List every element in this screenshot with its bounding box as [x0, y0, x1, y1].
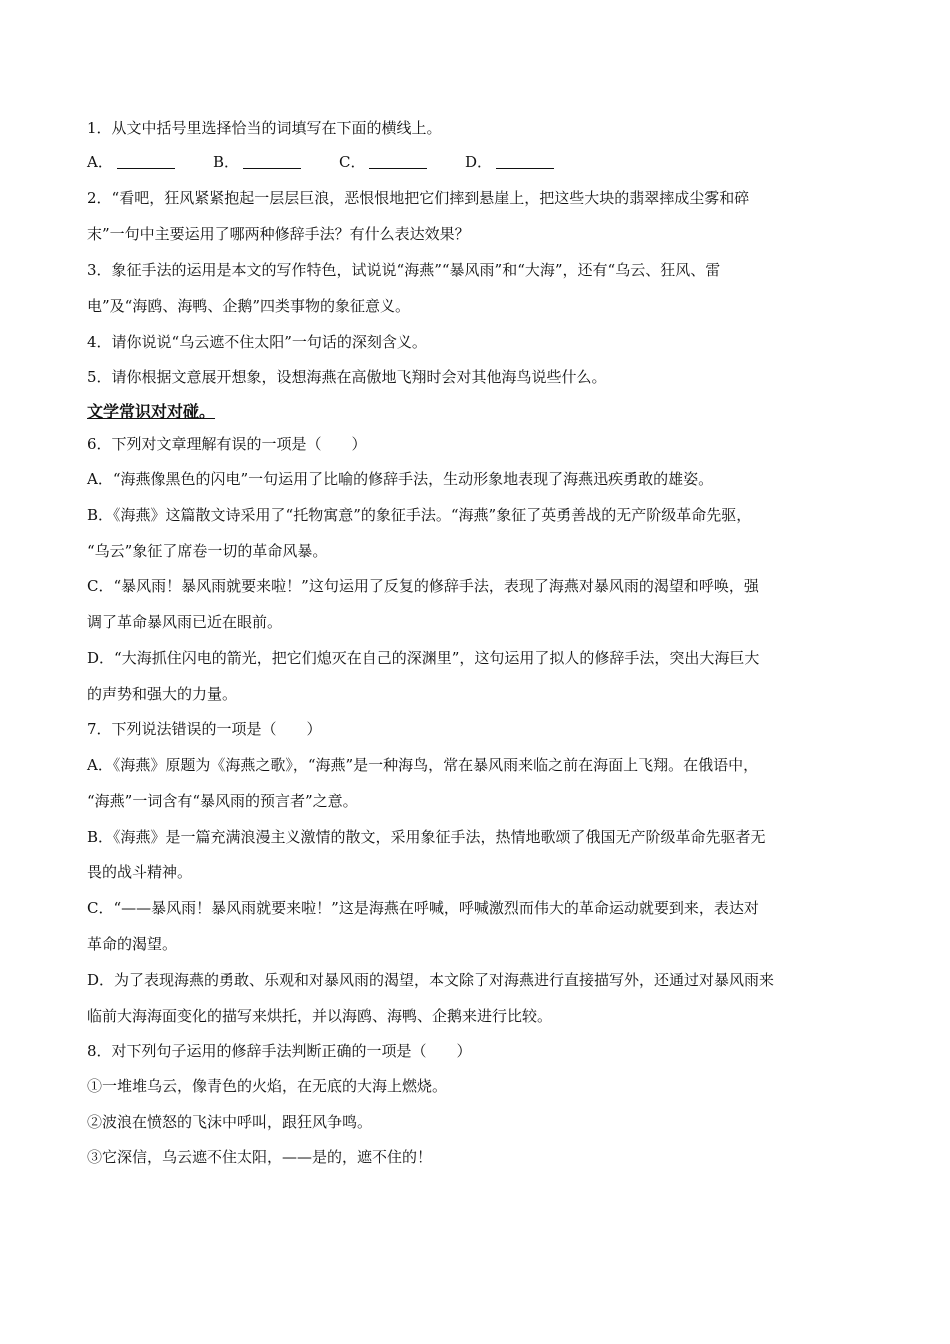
blank-line-b: [243, 154, 301, 169]
blank-d[interactable]: D．: [465, 152, 591, 172]
question-7-stem: 7．下列说法错误的一项是（ ）: [87, 720, 322, 738]
question-3-line-1: 3．象征手法的运用是本文的写作特色，试说说“海燕”“暴风雨”和“大海”，还有“乌云、狂风、雷: [87, 261, 721, 279]
question-1: 1．从文中括号里选择恰当的词填写在下面的横线上。: [87, 119, 442, 137]
question-2-line-1: 2．“看吧，狂风紧紧抱起一层层巨浪，恶恨恨地把它们摔到悬崖上，把这些大块的翡翠摔成尘雾和碎: [87, 189, 750, 207]
question-7-option-d-line-2: 临前大海海面变化的描写来烘托，并以海鸥、海鸭、企鹅来进行比较。: [87, 1007, 553, 1025]
question-6-option-a: A．“海燕像黑色的闪电”一句运用了比喻的修辞手法，生动形象地表现了海燕迅疾勇敢的雄姿。: [87, 470, 714, 488]
blank-line-a: [117, 154, 175, 169]
question-6-stem: 6．下列对文章理解有误的一项是（ ）: [87, 435, 367, 453]
question-4: 4．请你说说“乌云遮不住太阳”一句话的深刻含义。: [87, 333, 427, 351]
fill-blanks-row: [87, 152, 591, 172]
question-7-option-a-line-2: “海燕”一词含有“暴风雨的预言者”之意。: [87, 792, 358, 810]
blank-line-d: [496, 154, 554, 169]
question-5: 5．请你根据文意展开想象，设想海燕在高傲地飞翔时会对其他海鸟说些什么。: [87, 368, 607, 386]
question-7-option-b-line-1: B．《海燕》是一篇充满浪漫主义激情的散文，采用象征手法，热情地歌颂了俄国无产阶级革命先驱者无: [87, 828, 766, 846]
question-8-sentence-3: ③它深信，乌云遮不住太阳，——是的，遮不住的！: [87, 1148, 433, 1166]
question-6-option-b-line-2: “乌云”象征了席卷一切的革命风暴。: [87, 542, 328, 560]
question-7-option-c-line-2: 革命的渴望。: [87, 935, 178, 953]
question-7-option-b-line-2: 畏的战斗精神。: [87, 863, 193, 881]
question-7-option-a-line-1: A．《海燕》原题为《海燕之歌》，“海燕”是一种海鸟，常在暴风雨来临之前在海面上飞翔。在俄语中，: [87, 756, 759, 774]
question-8-sentence-1: ①一堆堆乌云，像青色的火焰，在无底的大海上燃烧。: [87, 1077, 448, 1095]
question-8-sentence-2: ②波浪在愤怒的飞沫中呼叫，跟狂风争鸣。: [87, 1113, 373, 1131]
question-6-option-d-line-1: D．“大海抓住闪电的箭光，把它们熄灭在自己的深渊里”，这句运用了拟人的修辞手法，突出大海巨大: [87, 649, 760, 667]
section-heading: 文学常识对对碰。: [87, 402, 216, 421]
question-2-line-2: 末”一句中主要运用了哪两种修辞手法？有什么表达效果？: [87, 225, 470, 243]
blank-c[interactable]: C．: [339, 152, 465, 172]
question-6-option-d-line-2: 的声势和强大的力量。: [87, 685, 238, 703]
question-7-option-c-line-1: C．“——暴风雨！暴风雨就要来啦！”这是海燕在呼喊，呼喊激烈而伟大的革命运动就要到来，表达对: [87, 899, 759, 917]
question-3-line-2: 电”及“海鸥、海鸭、企鹅”四类事物的象征意义。: [87, 297, 411, 315]
blank-line-c: [369, 154, 427, 169]
question-6-option-b-line-1: B．《海燕》这篇散文诗采用了“托物寓意”的象征手法。“海燕”象征了英勇善战的无产阶级革命先驱，: [87, 506, 752, 524]
question-8-stem: 8．对下列句子运用的修辞手法判断正确的一项是（ ）: [87, 1042, 472, 1060]
blank-a[interactable]: A．: [87, 152, 213, 172]
question-7-option-d-line-1: D．为了表现海燕的勇敢、乐观和对暴风雨的渴望，本文除了对海燕进行直接描写外，还通过对暴风雨来: [87, 971, 775, 989]
question-6-option-c-line-1: C．“暴风雨！暴风雨就要来啦！”这句运用了反复的修辞手法，表现了海燕对暴风雨的渴望和呼唤，强: [87, 577, 759, 595]
question-6-option-c-line-2: 调了革命暴风雨已近在眼前。: [87, 613, 283, 631]
blank-b[interactable]: B．: [213, 152, 339, 172]
